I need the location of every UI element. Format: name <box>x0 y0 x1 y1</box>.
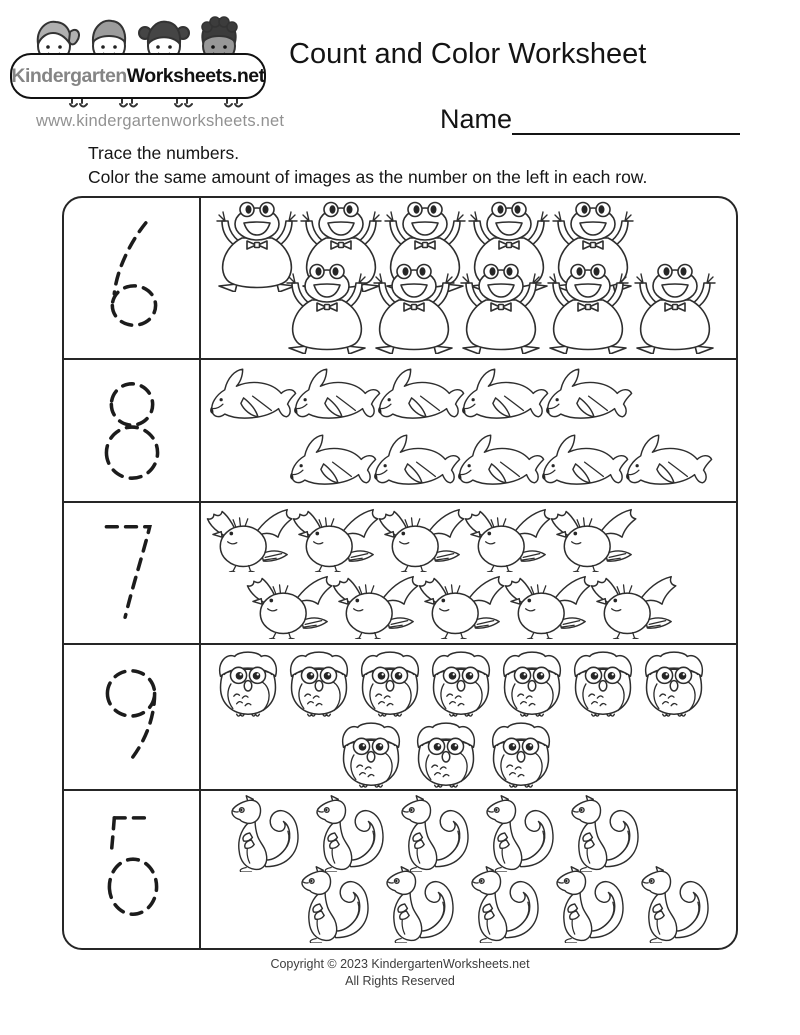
trace-number-7 <box>64 503 201 643</box>
squirrel-image <box>625 865 714 943</box>
bird-image <box>499 573 599 639</box>
owl-image <box>484 717 558 789</box>
bird-image <box>327 573 427 639</box>
frog-image <box>451 262 551 354</box>
dolphin-image <box>619 428 719 498</box>
frog-image <box>364 262 464 354</box>
bird-image <box>585 573 685 639</box>
squirrel-image <box>285 865 374 943</box>
squirrel-images-cell <box>201 791 736 948</box>
squirrel-image <box>370 865 459 943</box>
squirrel-image <box>470 794 559 872</box>
squirrel-image <box>385 794 474 872</box>
bird-image <box>459 506 559 572</box>
table-row <box>64 198 736 358</box>
squirrel-image <box>215 794 304 872</box>
frog-image <box>538 262 638 354</box>
name-field-row <box>440 103 740 135</box>
logo <box>10 53 266 99</box>
table-row <box>64 358 736 501</box>
squirrel-image <box>300 794 389 872</box>
frog-image <box>625 262 725 354</box>
bird-image <box>373 506 473 572</box>
rights-line: All Rights Reserved <box>345 974 455 988</box>
name-label: Name <box>440 104 513 134</box>
dolphin-images-cell <box>201 360 736 501</box>
dolphin-image <box>539 362 639 432</box>
bird-image <box>201 506 301 572</box>
instructions <box>88 141 647 189</box>
logo-website-url: www.kindergartenworksheets.net <box>36 112 285 130</box>
trace-number-6 <box>64 198 201 358</box>
worksheet-table <box>62 196 738 950</box>
owl-images-cell <box>201 645 736 789</box>
trace-number-5 <box>64 791 201 948</box>
name-input-line <box>512 103 740 135</box>
frog-image <box>277 262 377 354</box>
owl-image <box>282 646 356 718</box>
owl-image <box>495 646 569 718</box>
page-title: Count and Color Worksheet <box>289 38 647 70</box>
logo-brand-part1: Kindergarten <box>11 64 127 87</box>
owl-image <box>334 717 408 789</box>
squirrel-image <box>455 865 544 943</box>
owl-image <box>637 646 711 718</box>
table-row <box>64 501 736 643</box>
owl-image <box>566 646 640 718</box>
squirrel-image <box>540 865 629 943</box>
bird-image <box>413 573 513 639</box>
table-row <box>64 643 736 789</box>
bird-image <box>545 506 645 572</box>
logo-feet-illustration <box>10 97 262 111</box>
owl-image <box>353 646 427 718</box>
trace-number-8 <box>64 360 201 501</box>
instruction-line-2: Color the same amount of images as the number on the left in each row. <box>88 167 648 187</box>
bird-images-cell <box>201 503 736 643</box>
squirrel-image <box>555 794 644 872</box>
footer <box>0 956 800 990</box>
bird-image <box>241 573 341 639</box>
owl-image <box>424 646 498 718</box>
table-row <box>64 789 736 948</box>
frog-images-cell <box>201 198 736 358</box>
owl-image <box>211 646 285 718</box>
owl-image <box>409 717 483 789</box>
bird-image <box>287 506 387 572</box>
instruction-line-1: Trace the numbers. <box>88 143 240 163</box>
logo-brand-part2: Worksheets.net <box>126 64 265 87</box>
copyright-line: Copyright © 2023 KindergartenWorksheets.net <box>270 957 530 971</box>
trace-number-9 <box>64 645 201 789</box>
